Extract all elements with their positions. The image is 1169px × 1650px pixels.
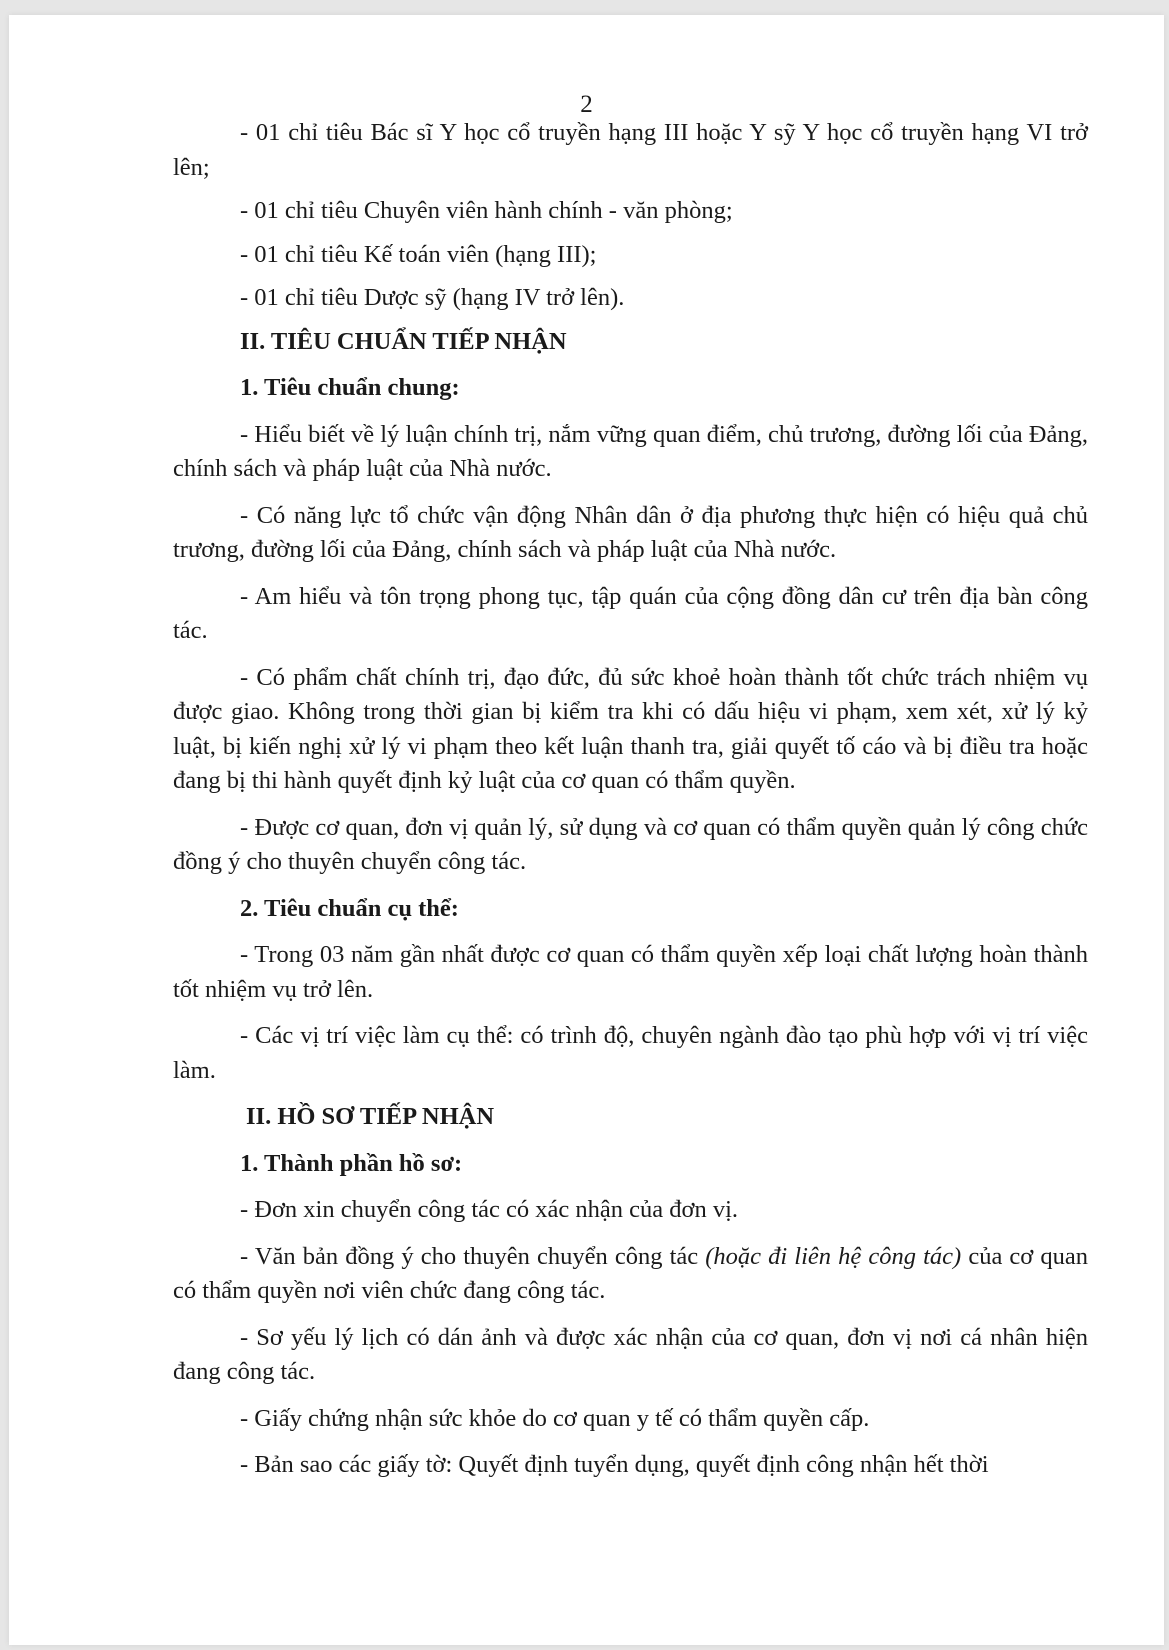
dossier-item-text: của cơ quan có thẩm quyền nơi viên chức đang công tác. bbox=[173, 1242, 1088, 1304]
page-number: 2 bbox=[580, 91, 593, 118]
quota-item: - 01 chỉ tiêu Bác sĩ Y học cổ truyền hạng III hoặc Y sỹ Y học cổ truyền hạng VI trở lên; bbox=[173, 119, 1088, 181]
general-standard-item: - Có phẩm chất chính trị, đạo đức, đủ sức khoẻ hoàn thành tốt chức trách nhiệm vụ được giao. Không trong thời gian bị kiểm tra khi có dấu hiệu vi phạm, xem xét, xử lý kỷ luật, bị kiến nghị xử lý vi phạm theo kết luận thanh tra, giải quyết tố cáo và bị điều tra hoặc đang bị thi hành quyết định kỷ luật của cơ quan có thẩm quyền. bbox=[173, 663, 1088, 794]
subheading-specific-standards: 2. Tiêu chuẩn cụ thể: bbox=[240, 894, 459, 922]
general-standard-item: - Am hiểu và tôn trọng phong tục, tập quán của cộng đồng dân cư trên địa bàn công tác. bbox=[173, 582, 1088, 644]
subheading-general-standards: 1. Tiêu chuẩn chung: bbox=[240, 374, 460, 401]
dossier-item: - Sơ yếu lý lịch có dán ảnh và được xác nhận của cơ quan, đơn vị nơi cá nhân hiện đang công tác. bbox=[173, 1323, 1088, 1385]
quota-item: - 01 chỉ tiêu Chuyên viên hành chính - văn phòng; bbox=[240, 197, 733, 224]
quota-item: - 01 chỉ tiêu Dược sỹ (hạng IV trở lên). bbox=[240, 284, 625, 311]
specific-standard-item: - Các vị trí việc làm cụ thể: có trình độ, chuyên ngành đào tạo phù hợp với vị trí việc làm. bbox=[173, 1022, 1088, 1084]
section-heading-dossier: II. HỒ SƠ TIẾP NHẬN bbox=[246, 1103, 495, 1130]
dossier-item bbox=[173, 1240, 1088, 1309]
general-standard-item: - Hiểu biết về lý luận chính trị, nắm vững quan điểm, chủ trương, đường lối của Đảng, chính sách và pháp luật của Nhà nước. bbox=[173, 420, 1088, 482]
specific-standard-item: - Trong 03 năm gần nhất được cơ quan có thẩm quyền xếp loại chất lượng hoàn thành tốt nhiệm vụ trở lên. bbox=[173, 941, 1088, 1003]
document-page bbox=[9, 15, 1164, 1645]
dossier-item-italic-note: (hoặc đi liên hệ công tác) bbox=[705, 1242, 962, 1270]
dossier-item: - Bản sao các giấy tờ: Quyết định tuyển dụng, quyết định công nhận hết thời bbox=[240, 1451, 989, 1478]
document-body bbox=[173, 116, 1088, 1495]
general-standard-item: - Được cơ quan, đơn vị quản lý, sử dụng và cơ quan có thẩm quyền quản lý công chức đồng ý cho thuyên chuyển công tác. bbox=[173, 813, 1088, 875]
general-standard-item: - Có năng lực tổ chức vận động Nhân dân ở địa phương thực hiện có hiệu quả chủ trương, đường lối của Đảng, chính sách và pháp luật của Nhà nước. bbox=[173, 501, 1088, 563]
section-heading-standards: II. TIÊU CHUẨN TIẾP NHẬN bbox=[240, 327, 567, 355]
dossier-item-text: - Văn bản đồng ý cho thuyên chuyển công tác bbox=[240, 1242, 706, 1270]
dossier-item: - Đơn xin chuyển công tác có xác nhận của đơn vị. bbox=[240, 1196, 739, 1223]
subheading-dossier-components: 1. Thành phần hồ sơ: bbox=[240, 1149, 463, 1177]
dossier-item: - Giấy chứng nhận sức khỏe do cơ quan y tế có thẩm quyền cấp. bbox=[240, 1404, 870, 1432]
quota-item: - 01 chỉ tiêu Kế toán viên (hạng III); bbox=[240, 240, 597, 268]
